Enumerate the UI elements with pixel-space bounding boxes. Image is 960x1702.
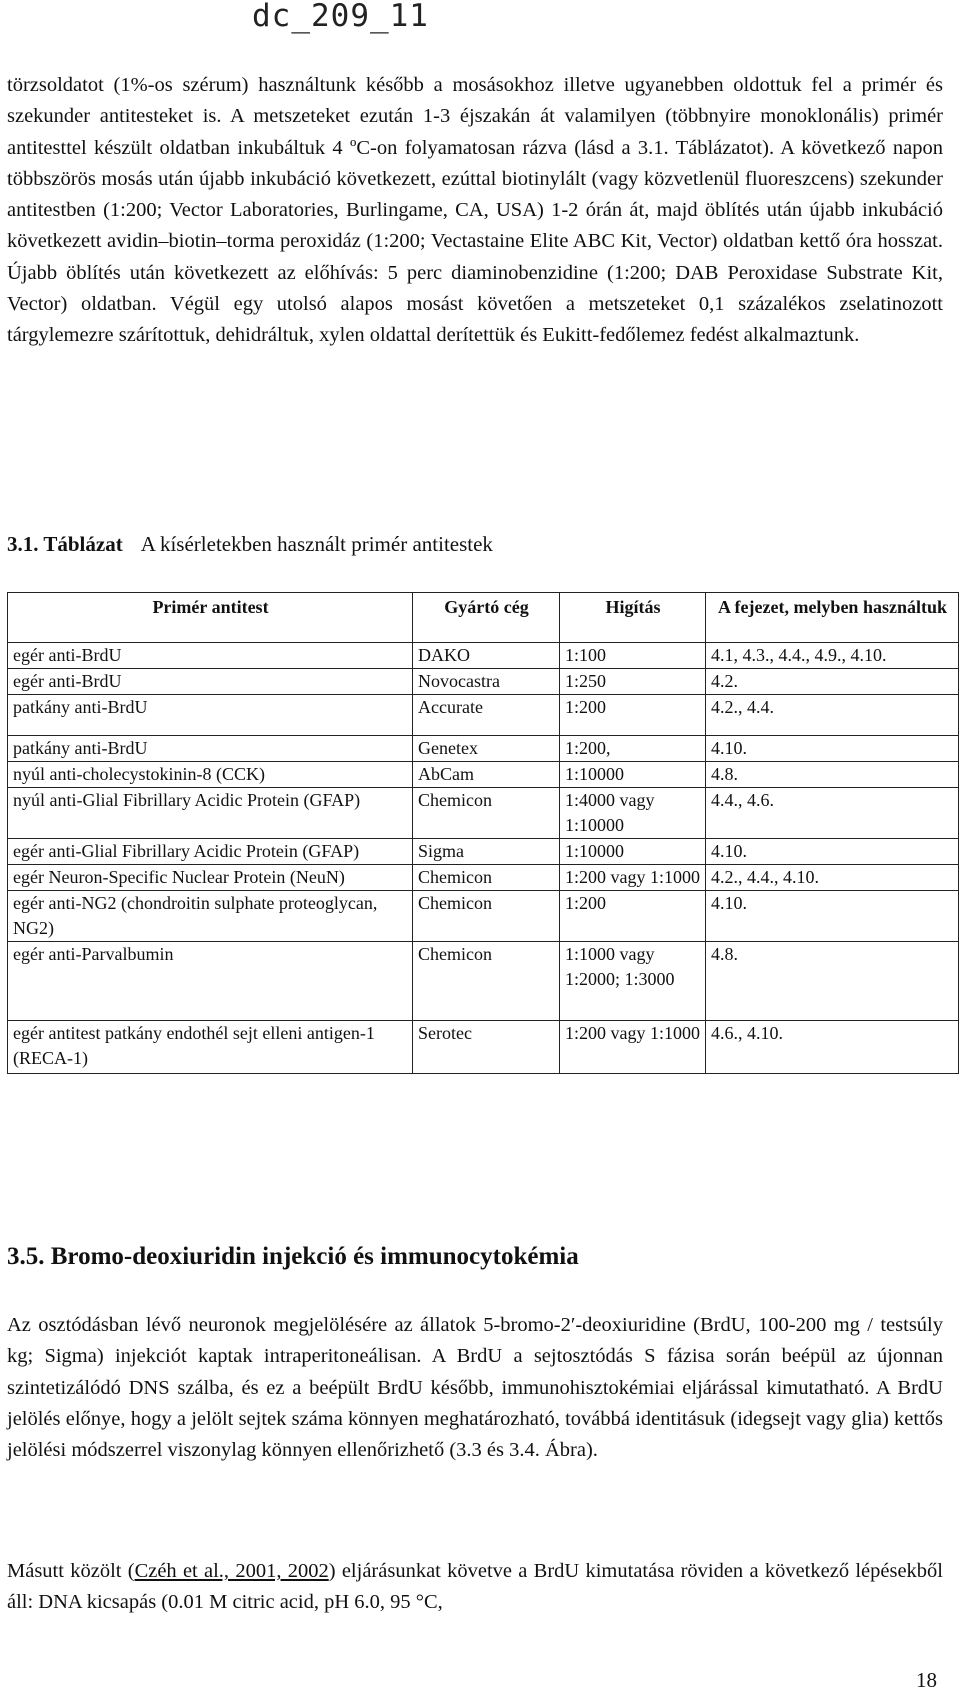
cell-dilution: 1:1000 vagy 1:2000; 1:3000 xyxy=(560,942,706,1021)
citation-link[interactable]: Czéh et al., 2001, 2002 xyxy=(134,1560,329,1582)
cell-manufacturer: AbCam xyxy=(413,762,560,788)
cell-antibody: patkány anti-BrdU xyxy=(8,736,413,762)
cell-antibody: patkány anti-BrdU xyxy=(8,695,413,736)
table-row xyxy=(8,762,959,788)
page-number: 18 xyxy=(916,1668,937,1692)
table-row xyxy=(8,788,959,839)
cell-manufacturer: Genetex xyxy=(413,736,560,762)
cell-manufacturer: DAKO xyxy=(413,643,560,669)
cell-manufacturer: Accurate xyxy=(413,695,560,736)
cell-chapter: 4.2., 4.4. xyxy=(706,695,959,736)
cell-chapter: 4.2., 4.4., 4.10. xyxy=(706,865,959,891)
table-row xyxy=(8,669,959,695)
cell-manufacturer: Chemicon xyxy=(413,788,560,839)
cell-dilution: 1:200, xyxy=(560,736,706,762)
cell-manufacturer: Chemicon xyxy=(413,942,560,1021)
table-row xyxy=(8,891,959,942)
cell-chapter: 4.8. xyxy=(706,942,959,1021)
cell-manufacturer: Chemicon xyxy=(413,891,560,942)
cell-dilution: 1:100 xyxy=(560,643,706,669)
table-row xyxy=(8,643,959,669)
cell-chapter: 4.10. xyxy=(706,736,959,762)
cell-antibody: egér anti-Glial Fibrillary Acidic Protein (GFAP) xyxy=(8,839,413,865)
cell-antibody: nyúl anti-Glial Fibrillary Acidic Protein (GFAP) xyxy=(8,788,413,839)
table-header-row xyxy=(8,593,959,643)
table-row xyxy=(8,1021,959,1074)
cell-manufacturer: Novocastra xyxy=(413,669,560,695)
table-row xyxy=(8,736,959,762)
cell-dilution: 1:10000 xyxy=(560,762,706,788)
header-antibody: Primér antitest xyxy=(8,593,413,643)
cell-chapter: 4.1, 4.3., 4.4., 4.9., 4.10. xyxy=(706,643,959,669)
table-row xyxy=(8,865,959,891)
cell-chapter: 4.6., 4.10. xyxy=(706,1021,959,1074)
cell-manufacturer: Serotec xyxy=(413,1021,560,1074)
brdu-paragraph: Az osztódásban lévő neuronok megjelölésére az állatok 5-bromo-2′-deoxiuridine (BrdU, 100-200 mg / testsúly kg; Sigma) injekciót kaptak intraperitoneálisan. A BrdU a sejtosztódás S fázisa során beépül az újonnan szintetizálódó DNS szálba, és ez a beépült BrdU később, immunohisztokémiai eljárással kimutatható. A BrdU jelölés előnye, hogy a jelölt sejtek száma könnyen meghatározható, továbbá identitásuk (idegsejt vagy glia) kettős jelölési módszerrel viszonylag könnyen ellenőrizhető (3.3 és 3.4. Ábra). xyxy=(7,1314,943,1462)
table-row xyxy=(8,839,959,865)
section-heading: 3.5. Bromo-deoxiuridin injekció és immunocytokémia xyxy=(7,1243,579,1270)
cell-chapter: 4.2. xyxy=(706,669,959,695)
header-dilution: Higítás xyxy=(560,593,706,643)
cell-chapter: 4.10. xyxy=(706,839,959,865)
cell-antibody: egér Neuron-Specific Nuclear Protein (NeuN) xyxy=(8,865,413,891)
cell-manufacturer: Chemicon xyxy=(413,865,560,891)
document-code-header: dc_209_11 xyxy=(252,0,429,34)
procedure-text-after: ) eljárásunkat követve a BrdU kimutatása röviden a következő lépésekből áll: DNA kicsapás (0.01 M citric acid, pH 6.0, 95 °C, xyxy=(7,1560,943,1614)
procedure-paragraph xyxy=(7,1556,943,1619)
cell-dilution: 1:200 vagy 1:1000 xyxy=(560,865,706,891)
header-chapter: A fejezet, melyben használtuk xyxy=(706,593,959,643)
cell-chapter: 4.4., 4.6. xyxy=(706,788,959,839)
cell-dilution: 1:10000 xyxy=(560,839,706,865)
cell-dilution: 1:200 vagy 1:1000 xyxy=(560,1021,706,1074)
cell-antibody: egér anti-Parvalbumin xyxy=(8,942,413,1021)
cell-antibody: egér anti-BrdU xyxy=(8,669,413,695)
cell-dilution: 1:4000 vagy 1:10000 xyxy=(560,788,706,839)
cell-chapter: 4.10. xyxy=(706,891,959,942)
table-row xyxy=(8,942,959,1021)
cell-antibody: egér anti-BrdU xyxy=(8,643,413,669)
table-caption-text: A kísérletekben használt primér antitestek xyxy=(140,532,493,556)
cell-manufacturer: Sigma xyxy=(413,839,560,865)
cell-antibody: egér anti-NG2 (chondroitin sulphate proteoglycan, NG2) xyxy=(8,891,413,942)
cell-chapter: 4.8. xyxy=(706,762,959,788)
cell-dilution: 1:250 xyxy=(560,669,706,695)
table-row xyxy=(8,695,959,736)
methods-paragraph: törzsoldatot (1%-os szérum) használtunk később a mosásokhoz illetve ugyanebben oldottuk fel a primér és szekunder antitesteket is. A metszeteket ezután 1-3 éjszakán át valamilyen (többnyire monoklonális) primér antitesttel készült oldatban inkubáltuk 4 ºC-on folyamatosan rázva (lásd a 3.1. Táblázatot). A következő napon többszörös mosás után újabb inkubáció következett, ezúttal biotinylált (vagy közvetlenül fluoreszcens) szekunder antitestben (1:200; Vector Laboratories, Burlingame, CA, USA) 1-2 órán át, majd öblítés után újabb inkubáció következett avidin–biotin–torma peroxidáz (1:200; Vectastaine Elite ABC Kit, Vector) oldatban kettő óra hosszat. Újabb öblítés után következett az előhívás: 5 perc diaminobenzidine (1:200; DAB Peroxidase Substrate Kit, Vector) oldatban. Végül egy utolsó alapos mosást követően a metszeteket 0,1 százalékos zselatinozott tárgylemezre szárítottuk, dehidráltuk, xylen oldattal derítettük és Eukitt-fedőlemez fedést alkalmaztunk. xyxy=(7,74,943,347)
cell-dilution: 1:200 xyxy=(560,695,706,736)
cell-antibody: nyúl anti-cholecystokinin-8 (CCK) xyxy=(8,762,413,788)
table-caption-number: 3.1. Táblázat xyxy=(7,532,123,556)
cell-dilution: 1:200 xyxy=(560,891,706,942)
table-caption xyxy=(7,529,493,560)
cell-antibody: egér antitest patkány endothél sejt elleni antigen-1 (RECA-1) xyxy=(8,1021,413,1074)
procedure-text-before: Másutt közölt ( xyxy=(7,1560,135,1582)
antibody-table xyxy=(7,592,959,1074)
header-manufacturer: Gyártó cég xyxy=(413,593,560,643)
